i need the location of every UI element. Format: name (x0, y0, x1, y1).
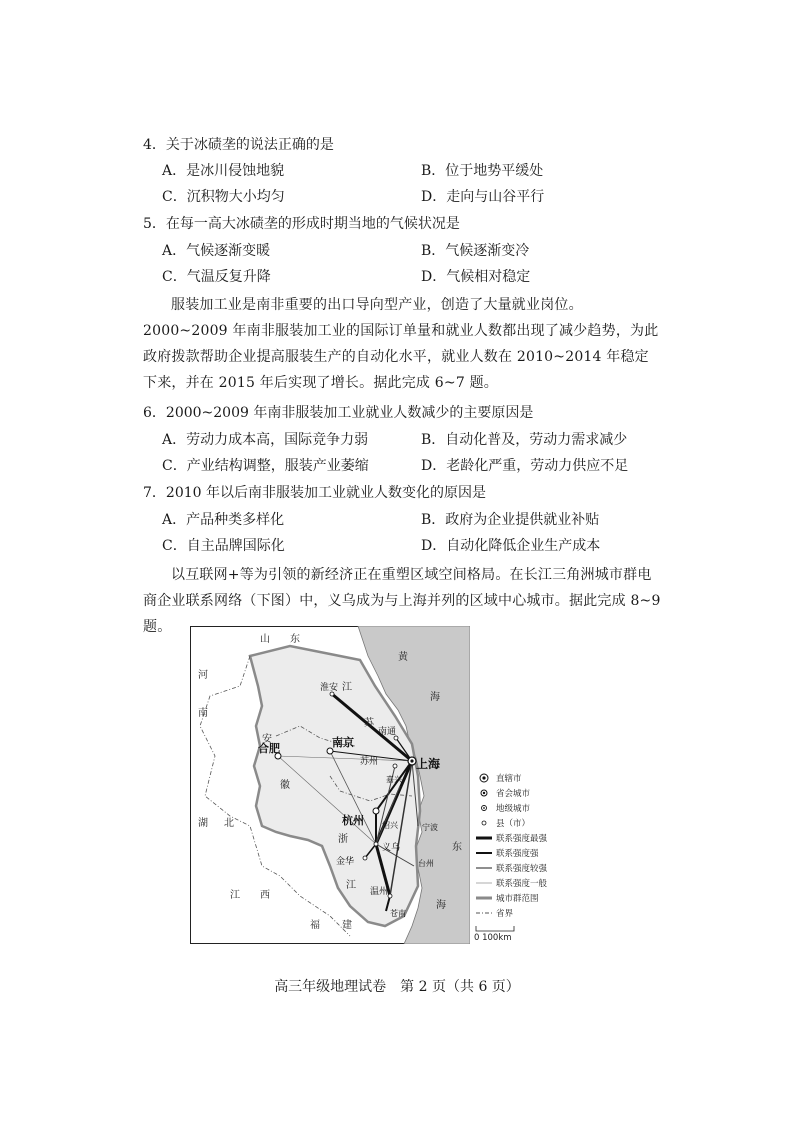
label-fujian-2: 建 (342, 920, 352, 931)
label-hangzhou: 杭州 (342, 814, 364, 827)
label-zhejiang-2: 江 (346, 880, 356, 891)
legend-item-city-cluster (476, 893, 539, 904)
label-huaian: 淮安 (320, 683, 339, 693)
question-4-option-b: B．位于地势平缓处 (421, 163, 544, 179)
question-6-option-c: C．产业结构调整，服装产业萎缩 (162, 458, 369, 474)
legend-item-link-strong (476, 848, 539, 859)
label-shaoxing: 绍兴 (382, 821, 398, 830)
label-anhui-2: 徽 (280, 780, 290, 791)
question-7-option-b: B．政府为企业提供就业补贴 (421, 512, 600, 528)
label-shanghai: 上海 (416, 757, 441, 771)
legend-item-municipality (480, 773, 522, 784)
label-jiangsu-2: 苏 (364, 718, 374, 729)
legend-item-link-weak (476, 878, 548, 889)
label-jinhua: 金华 (336, 857, 355, 867)
question-5-option-c: C．气温反复升降 (162, 269, 271, 285)
svg-text:省界: 省界 (496, 909, 514, 919)
legend-item-link-medium (476, 863, 548, 874)
label-ningbo: 宁波 (422, 823, 438, 832)
question-4-option-c: C．沉积物大小均匀 (162, 189, 285, 205)
page-footer: 高三年级地理试卷 第 2 页（共 6 页） (274, 979, 520, 995)
jinhua-marker (363, 856, 367, 860)
question-5-option-d: D．气候相对稳定 (421, 269, 531, 285)
suzhou-marker (393, 764, 397, 768)
svg-text:县（市）: 县（市） (496, 819, 531, 829)
question-4-stem: 4．关于冰碛垄的说法正确的是 (143, 137, 334, 153)
label-yellow-sea-1: 黄 (398, 652, 408, 663)
svg-text:联系强度最强: 联系强度最强 (496, 834, 548, 844)
svg-text:联系强度较强: 联系强度较强 (496, 864, 548, 874)
legend-item-county (482, 818, 530, 829)
svg-text:直辖市: 直辖市 (496, 774, 522, 784)
yiwu-marker (374, 842, 378, 846)
legend-scale-bar (474, 926, 514, 943)
label-nantong: 南通 (378, 727, 397, 737)
legend-item-province-border (476, 908, 514, 919)
label-hefei: 合肥 (258, 742, 280, 755)
map-legend (474, 768, 584, 943)
label-yellow-sea-2: 海 (430, 692, 440, 703)
question-4-option-d: D．走向与山谷平行 (421, 189, 545, 205)
label-nanjing: 南京 (332, 736, 354, 749)
label-jiangsu-1: 江 (342, 682, 352, 693)
question-6-stem: 6．2000~2009 年南非服装加工业就业人数减少的主要原因是 (143, 405, 534, 421)
passage-ecommerce-network: 以互联网+等为引领的新经济正在重塑区域空间格局。在长江三角洲城市群电商企业联系网络（下图）中，义乌成为与上海并列的区域中心城市。据此完成 8~9 题。 (143, 567, 661, 635)
svg-text:联系强度强: 联系强度强 (496, 849, 539, 859)
question-6-option-b: B．自动化普及，劳动力需求减少 (421, 432, 628, 448)
question-5-stem: 5．在每一高大冰碛垄的形成时期当地的气候状况是 (143, 216, 460, 232)
legend-item-prefecture-city (482, 803, 531, 814)
label-east-sea-1: 东 (452, 842, 462, 853)
question-6-option-a: A．劳动力成本高，国际竞争力弱 (162, 432, 369, 448)
label-henan-2: 南 (198, 708, 208, 719)
label-jiangxi-2: 西 (260, 890, 270, 901)
label-east-sea-2: 海 (436, 900, 446, 911)
question-4-option-a: A．是冰川侵蚀地貌 (162, 163, 285, 179)
label-hubei-1: 湖 (198, 818, 208, 829)
label-henan-1: 河 (198, 670, 208, 681)
svg-text:省会城市: 省会城市 (496, 789, 531, 799)
label-jiaxing: 嘉兴 (386, 775, 402, 784)
question-5-option-a: A．气候逐渐变暖 (162, 243, 271, 259)
label-suzhou: 苏州 (360, 757, 379, 767)
label-shandong-2: 东 (290, 634, 300, 645)
legend-item-provincial-capital (481, 788, 531, 799)
question-7-option-d: D．自动化降低企业生产成本 (421, 538, 601, 554)
question-6-option-d: D．老龄化严重，劳动力供应不足 (421, 458, 629, 474)
label-yiwu: 义乌 (382, 843, 401, 853)
wenzhou-marker (388, 894, 392, 898)
svg-text:0 100km: 0 100km (474, 933, 512, 943)
label-anhui-1: 安 (262, 734, 272, 745)
question-5-option-b: B．气候逐渐变冷 (421, 243, 530, 259)
question-7-option-c: C．自主品牌国际化 (162, 538, 285, 554)
legend-item-link-strongest (476, 833, 548, 844)
hangzhou-marker (373, 808, 379, 814)
svg-text:城市群范围: 城市群范围 (496, 894, 539, 904)
label-jiangxi-1: 江 (230, 890, 240, 901)
label-taizhou: 台州 (418, 859, 434, 868)
svg-text:联系强度一般: 联系强度一般 (496, 879, 548, 889)
label-hubei-2: 北 (224, 818, 234, 829)
label-shandong-1: 山 (260, 634, 270, 645)
question-7-option-a: A．产品种类多样化 (162, 512, 285, 528)
question-7-stem: 7．2010 年以后南非服装加工业就业人数变化的原因是 (143, 485, 486, 501)
svg-text:地级城市: 地级城市 (496, 804, 531, 814)
yangtze-delta-network-map (190, 626, 470, 944)
label-zhejiang-1: 浙 (338, 834, 348, 845)
passage-garment-industry: 服装加工业是南非重要的出口导向型产业，创造了大量就业岗位。2000~2009 年南非服装加工业的国际订单量和就业人数都出现了减少趋势，为此政府拨款帮助企业提高服装生产的自动化水平，就业人数在 2010~2014 年稳定下来，并在 2015 年后实现了增长。据此完成 6~7 题。 (143, 297, 659, 391)
label-fujian-1: 福 (310, 920, 320, 931)
label-wenzhou: 温州 (370, 887, 389, 897)
label-cangnan: 苍南 (390, 909, 406, 918)
